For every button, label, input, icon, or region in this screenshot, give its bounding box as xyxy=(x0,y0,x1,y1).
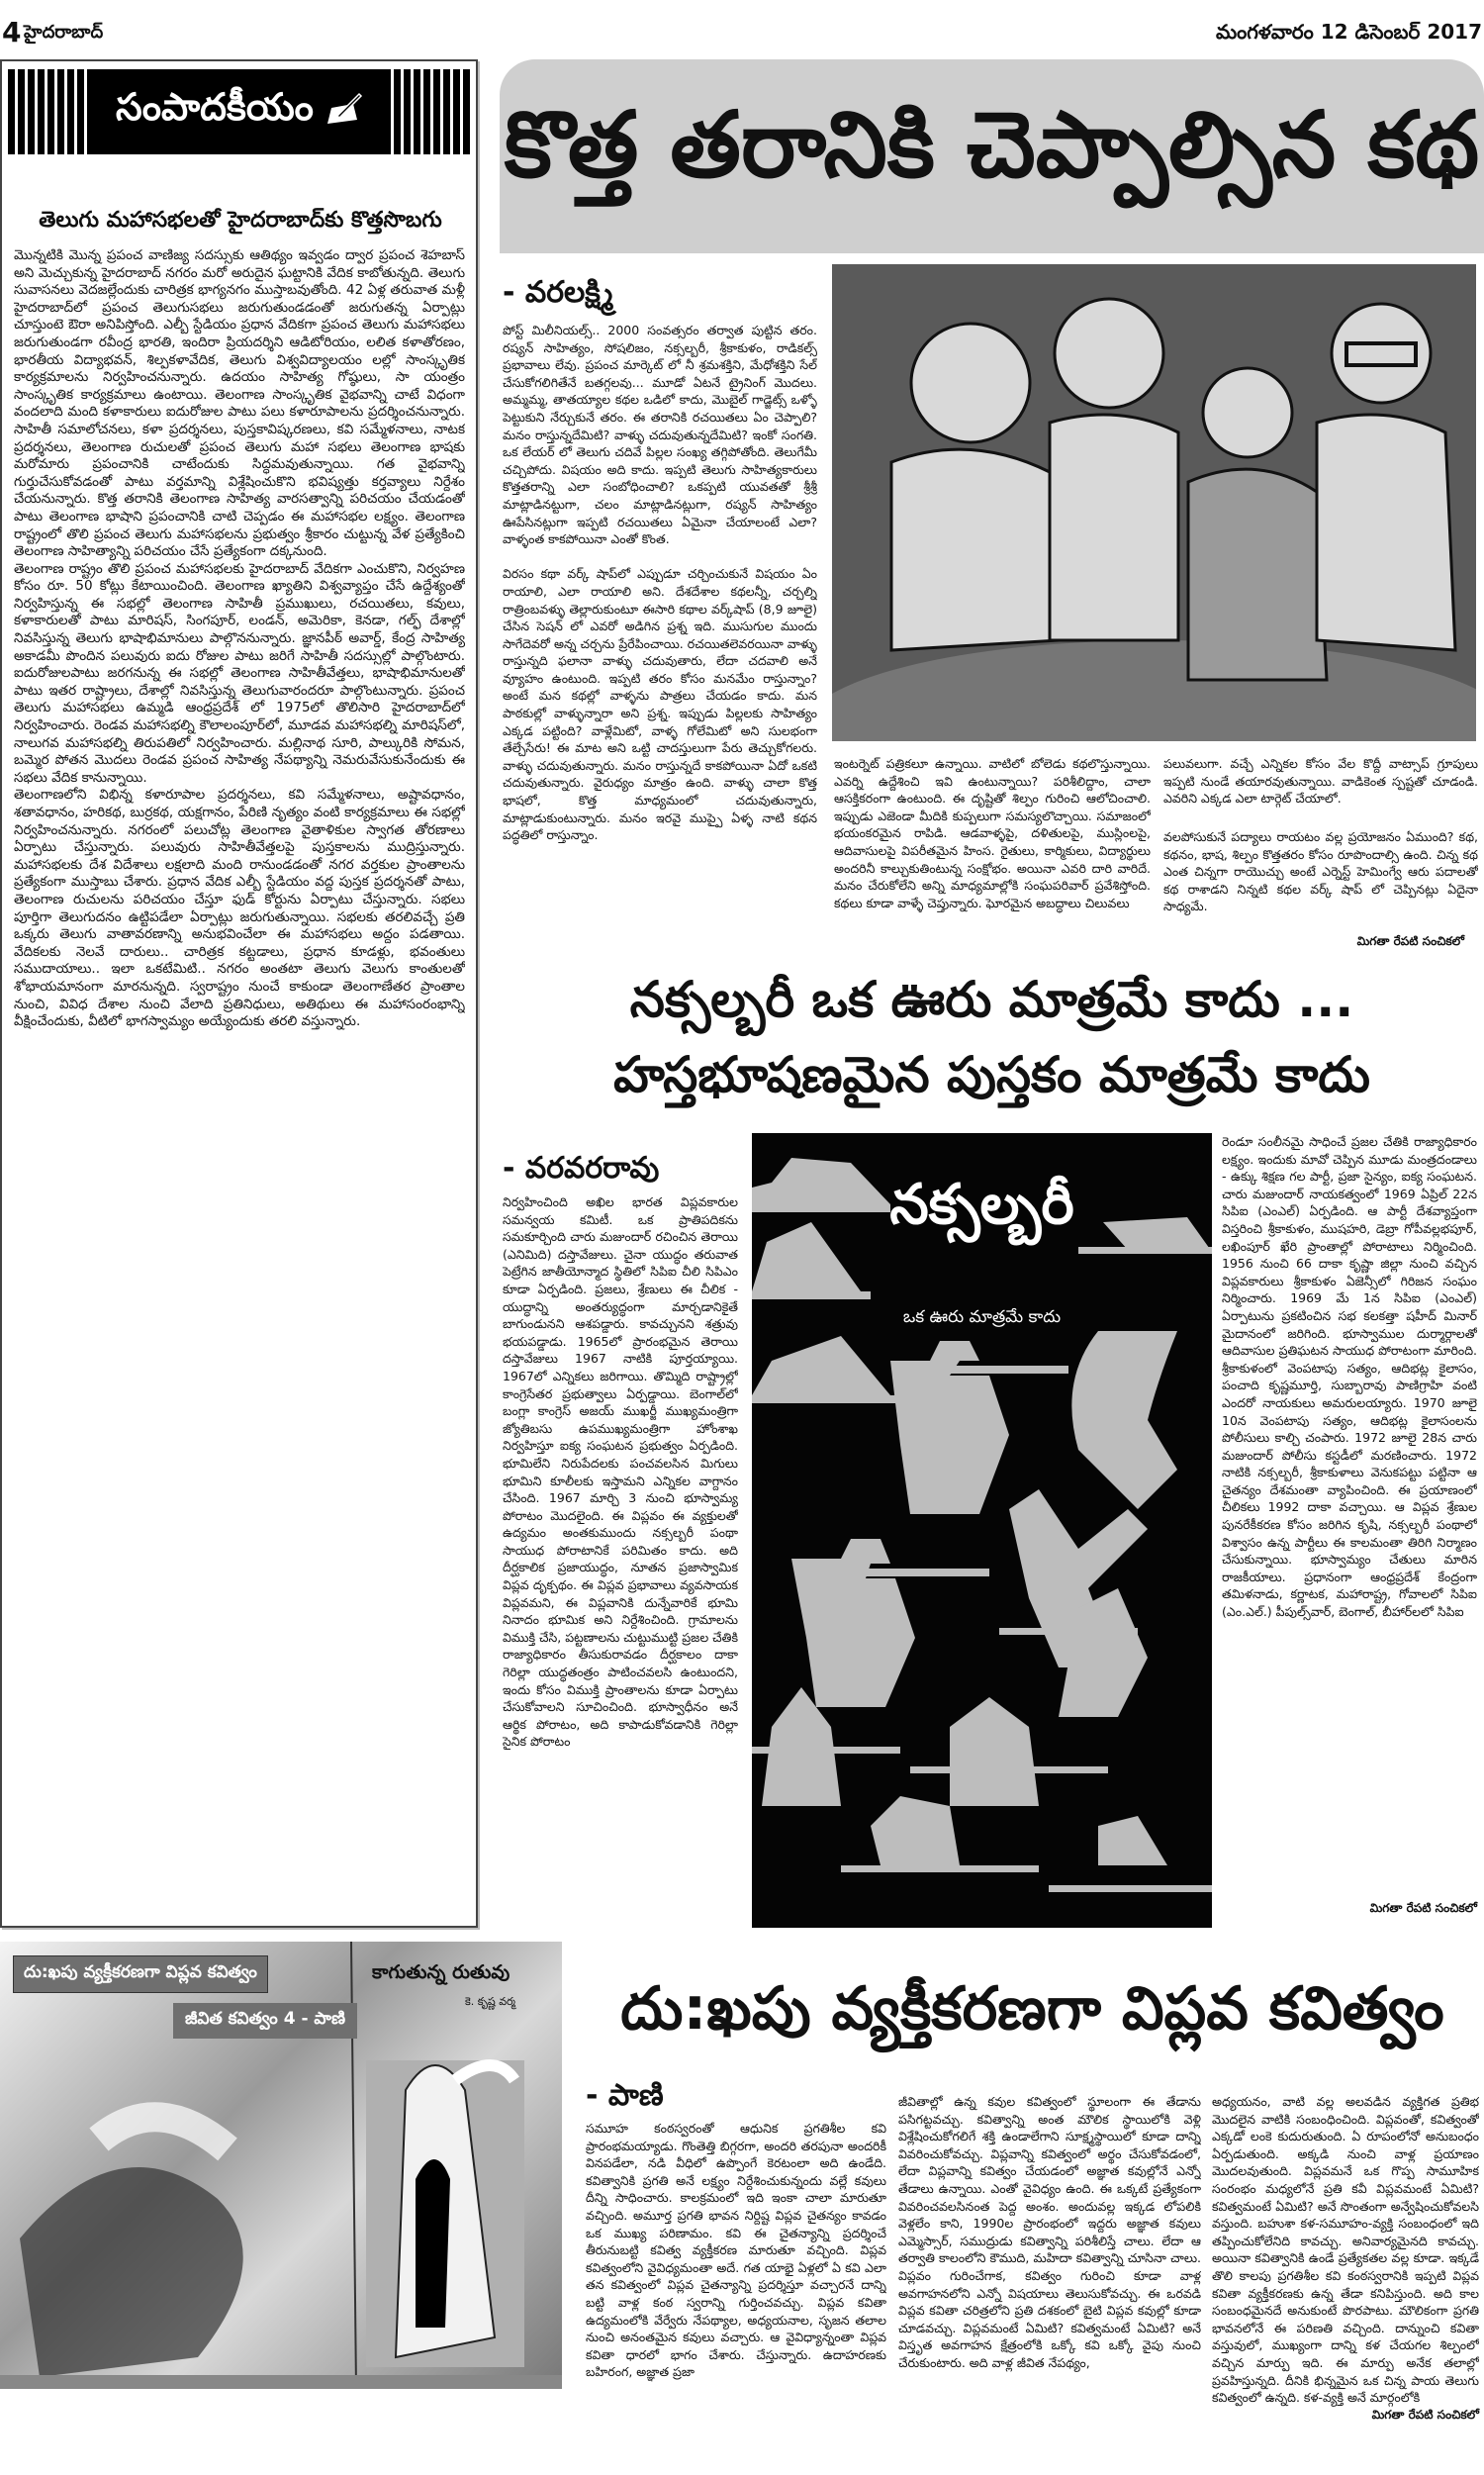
art-title: కాగుతున్న రుతువు xyxy=(372,1961,510,1983)
story1-paragraph: పలువలుగా. వచ్చే ఎన్నికల కోసం వేల కొద్దీ వాట్సాప్ గ్రూపులు ఇప్పటి నుండే తయారవుతున్నాయి. వాడికెంత స్పష్టతో చూడండి. ఎవరిని ఎక్కడ ఎలా టార్గెట్ చేయాలో. xyxy=(1163,756,1478,807)
story2-paragraph: రెండూ సంలీనమై సాధించే ప్రజల చేతికి రాజ్యాధికారం లక్ష్యం. ఇందుకు మావో చెప్పిన మూడు మంత్రదండాలు - ఉక్కు శిక్షణ గల పార్టీ, ప్రజా సైన్యం, ఐక్య సంఘటన. చారు మజుందార్ నాయకత్వంలో 1969 ఏప్రిల్ 22న సిపిఐ (ఎంఎల్) ఏర్పడింది. ఆ పార్టీ దేశవ్యాప్తంగా విస్తరించి శ్రీకాకుళం, ముషహరి, డెబ్రా గోపీవల్లభపూర్, లఖింపూర్ ఖేరి ప్రాంతాల్లో పోరాటాలు నిర్మించింది. 1956 నుంచి 66 దాకా కృష్ణా జిల్లా నుంచి వచ్చిన విప్లవకారులు శ్రీకాకుళం ఏజెన్సీలో గిరిజన సంఘం నిర్మించారు. 1969 మే 1న సిపిఐ (ఎంఎల్) ఏర్పాటును ప్రకటించిన సభ కలకత్తా షహీద్ మినార్ మైదానంలో జరిగింది. భూస్వాముల దుర్మార్గాలతో ఆదివాసుల ప్రతిఘటన సాయుధ పోరాటంగా మారింది. శ్రీకాకుళంలో వెంపటాపు సత్యం, ఆదిభట్ల కైలాసం, పంచాది కృష్ణమూర్తి, సుబ్బారావు పాణిగ్రాహి వంటి ఎందరో నాయకులు అమరులయ్యారు. 1970 జూలై 10న వెంపటాపు సత్యం, ఆదిభట్ల కైలాసంలను పోలీసులు కాల్చి చంపారు. 1972 జూలై 28న చారు మజుందార్ పోలీసు కస్టడీలో మరణించారు. 1972 నాటికి నక్సల్బరీ, శ్రీకాకుళాలు వెనుకపట్టు పట్టినా ఆ చైతన్యం దేశమంతా వ్యాపించింది. ఈ ప్రయాణంలో చీలికలు 1992 దాకా వచ్చాయి. ఆ విప్లవ శ్రేణుల పునరేకీకరణ కోసం జరిగిన కృషి, నక్సల్బరీ పంథాలో విశ్వాసం ఉన్న పార్టీలు ఈ కాలమంతా తిరిగి నిర్మాణం చేసుకున్నాయి. భూస్వామ్యం చేతులు మారిన రాజకీయాలు. ప్రధానంగా ఆంధ్రప్రదేశ్ కేంద్రంగా తమిళనాడు, కర్ణాటక, మహారాష్ట్ర, గోవాలలో సిపిఐ (ఎం.ఎల్.) పీపుల్స్‌వార్, బెంగాల్, బీహార్‌లలో సిపిఐ xyxy=(1222,1134,1477,1620)
story1-headline-band xyxy=(500,59,1484,253)
story2-column-3 xyxy=(1222,1133,1477,1925)
story1-paragraph: పోస్ట్ మిలీనియల్స్.. 2000 సంవత్సరం తర్వాత పుట్టిన తరం. రష్యన్ సాహిత్యం, సోషలిజం, నక్సల్బరీ, శ్రీకాకుళం, రాడికల్స్ ప్రభావాలు లేవు. ప్రపంచ మార్కెట్ లో నీ శ్రమశక్తిని, మేధోశక్తిని సేల్ చేసుకోగలిగితేనే బతగ్గలవు... మూడో ఏటనే ట్రైనింగ్ మొదలు. అమ్మమ్మ, తాతయ్యాల కథల ఒడిలో కాదు, మొబైల్ గాడ్జెట్స్ ఒళ్ళో పెట్టుకుని నేర్చుకునే తరం. ఈ తరానికి రచయితలు ఏం చెప్పాలి? మనం రాస్తున్నదేమిటి? వాళ్ళు చదువుతున్నదేమిటి? ఇంకో సంగతి. ఒక లేయర్ లో తెలుగు చదివే పిల్లల సంఖ్య తగ్గిపోతోంది. తెలుగేమీ చచ్చిపోదు. విషయం అది కాదు. ఇప్పటి తెలుగు సాహిత్యకారులు కొత్తతరాన్ని ఎలా సంబోధించాలి? ఒకప్పటి యువతతో శ్రీశ్రీ మాట్లాడినట్టుగా, చలం మాట్లాడినట్లుగా, రష్యన్ సాహిత్యం ఊపేసినట్లుగా ఇప్పటి రచయితలు ఏమైనా చేయాలంటే ఎలా? వాళ్ళంత కాకపోయినా ఎంతో కొంత. xyxy=(503,323,817,547)
story3-continued: మిగతా రేపటి సంచికలో xyxy=(1371,2408,1479,2422)
story1-paragraph: విరసం కథా వర్క్ షాప్‌లో ఎప్పుడూ చర్చించుకునే విషయం ఏం రాయాలి, ఎలా రాయాలి అని. దేశదేశాల కథలన్నీ, చర్చల్ని రాత్రింబవళ్ళు తెల్లారుకుంటూ ఈసారి కథాల వర్క్‌షాప్ (8,9 జూలై) చేసిన సెషన్ లో ఎవరో అడిగిన ప్రశ్న ఇది. ముసుగుల ముందు సాగేదెవరో అన్న చర్చను ప్రేరేపించాయి. రచయితలెవరయినా వాళ్ళు రాస్తున్నది ఫలానా వాళ్ళు చదువుతారు, లేదా చదవాలి అనే వ్యూహం ఉంటుంది. ఇప్పటి తరం కోసం మనమేం రాస్తున్నాం? అంటే మన కథల్లో వాళ్ళను పాత్రలు చేయడం కాదు. మన పాఠకుల్లో వాళ్ళున్నారా అని ప్రశ్న. ఇప్పుడు పిల్లలకు సాహిత్యం ఎక్కడ పట్టింది? వాళ్లేమిటో, వాళ్ళ గోలేమిటో అని సులభంగా తేల్చేసేరు! ఈ మాట అని ఒట్టి చాదస్తులుగా పేరు తెచ్చుకోగలరు. వాళ్ళు చదువుతున్నారు. మనం రాస్తున్నదే కాకపోయినా ఏదో ఒకటి చదువుతున్నారు. వైరుధ్యం మాత్రం ఉంది. వాళ్ళు చాలా కొత్త భాషలో, కొత్త మాధ్యమంలో చదువుతున్నారు, మాట్లాడుకుంటున్నారు. మనం ఇరవై ముప్పై ఏళ్ళ నాటి కథన పద్ధతిలో రాస్తున్నాం. xyxy=(503,566,817,843)
pen-writing-icon xyxy=(324,90,363,134)
story2-continued: మిగతా రేపటి సంచికలో xyxy=(1369,1901,1477,1915)
poster-subtitle: ఒక ఊరు మాత్రమే కాదు xyxy=(902,1307,1062,1327)
issue-date: మంగళవారం 12 డిసెంబర్ 2017 xyxy=(1215,20,1482,44)
story2-byline: - వరవరరావు xyxy=(503,1151,660,1186)
story2-headline xyxy=(500,962,1484,1112)
story2-headline-line2: హస్తభూషణమైన పుస్తకం మాత్రమే కాదు xyxy=(613,1046,1370,1103)
editorial-paragraph: మొన్నటికి మొన్న ప్రపంచ వాణిజ్య సదస్సుకు ఆతిథ్యం ఇవ్వడం ద్వార ప్రపంచ శెహబాస్ అని మెచ్చుకున్న హైదరాబాద్ నగరం మరో అరుదైన ఘట్టానికి వేదిక కాబోతున్నది. తెలుగు సువాసనలు వెదజల్లేందుకు చారిత్రక భాగ్యనగం ముస్తాబవుతోంది. 42 ఏళ్ల తరువాత మళ్లీ హైదరాబాద్‌లో ప్రపంచ తెలుగుసభలు జరుగుతుండడంతో జరుగుతన్న ఏర్పాట్లు చూస్తుంటె ఔరా అనిపిస్తోంది. ఎల్బీ స్టేడియం ప్రధాన వేదికగా ప్రపంచ తెలుగు మహాసభలు జరుగుతుండగా రవీంద్ర భారతి, ఇందిరా ప్రియదర్శిని ఆడిటోరియం, లలిత కళాతోరణం, భారతీయ విద్యాభవన్, శిల్పకళావేదిక, తెలుగు విశ్వవిద్యాలయం లల్లో సాంస్కృతిక కార్యక్రమాలను నిర్వహించనున్నారు. ఉదయం సాహిత్య గోష్ఠులు, సా యంత్రం సాంస్కృతిక కార్యక్రమాలు ఉంటాయి. తెలంగాణ సాంస్కృతిక వైభవాన్ని చాటే విధంగా వందలాది మంది కళాకారులు ఐదురోజుల పాటు పలు కళారూపాలను ప్రదర్శించనున్నారు. సాహితీ సమాలోచనలు, కళా ప్రదర్శనలు, పుస్తకావిష్కరణలు, కవి సమ్మేళనాలు, నాటక ప్రదర్శనలు, తెలంగాణ రుచులతో ప్రపంచ తెలుగు మహా సభలు తెలంగాణ భాషకు మరోమారు ప్రపంచానికి చాటేందుకు సిద్ధమవుతున్నాయి. గత వైభవాన్ని గుర్తుచేసుకోవడంతో పాటు వర్తమాన్ని విశ్లేషించుకొని భవిష్యత్తు కర్తవ్యాలు నిర్దేశం చేయనున్నారు. కొత్త తరానికి తెలంగాణ సాహిత్య వారసత్వాన్ని పరిచయం చేయడంతో పాటు తెలంగాణ భాషాని ప్రపంచానికి చాటి చెప్పడం ఈ మహాసభల లక్ష్యం. తెలంగాణ రాష్ట్రంలో తొలి ప్రపంచ తెలుగు మహాసభలను ప్రభుత్వం శ్రీకారం చుట్టున్న వేళ ప్రత్యేకించి తెలంగాణ సాహిత్యాన్ని పరిచయం చేసే ప్రత్యేకంగా దక్కనుంది. xyxy=(14,247,465,560)
story1-column-2: ఇంటర్నెట్ పత్రికలూ ఉన్నాయి. వాటిలో బోలెడు కథలొస్తున్నాయి. ఎవర్ని ఉద్దేశించి ఇవి ఉంటున్నాయి? పరిశీలిద్దాం, చాలా ఆసక్తికరంగా ఉంటుంది. ఈ దృష్టితో శిల్పం గురించి ఆలోచించాలి. ఇప్పుడు ఎజెండా మీదికి కుప్పలుగా సమస్యలొచ్చాయి. సమాజంలో భయంకరమైన రాపిడి. ఆడవాళ్ళపై, దళితులపై, ముస్లింలపై, ఆదివాసులపై విపరీతమైన హింస. రైతులు, కార్మికులు, విద్యార్థులు అందరినీ కాల్చుకుతింటున్న సంక్షోభం. అయినా ఎవరి దారి వారిదే. మనం చేరుకోలేని అన్ని మాధ్యమాల్లోకి సంఘపరివార్ ప్రవేశిస్తోంది. కథలు కూడా వాళ్ళే చెప్తున్నారు. ఘోరమైన అబద్ధాలు చిలువలు xyxy=(834,756,1151,910)
story3-series-tag: జీవిత కవిత్వం 4 - పాణి xyxy=(173,2003,357,2039)
story3-headline: దు:ఖపు వ్యక్తీకరణగా విప్లవ కవిత్వం xyxy=(620,1974,1444,2044)
editorial-masthead xyxy=(8,69,471,154)
section-name: హైదరాబాద్ xyxy=(24,22,104,43)
story3-byline: - పాణి xyxy=(586,2078,664,2113)
story1-illustration xyxy=(832,264,1476,741)
naxalbari-poster xyxy=(752,1133,1212,1928)
story1-byline: - వరలక్ష్మి xyxy=(503,275,613,310)
story2-headline-line1: నక్సల్బరీ ఒక ఊరు మాత్రమే కాదు ... xyxy=(629,971,1354,1028)
story3-tag: దు:ఖపు వ్యక్తీకరణగా విప్లవ కవిత్వం xyxy=(13,1955,268,1993)
story1-continued: మిగతా రేపటి సంచికలో xyxy=(1356,934,1464,948)
editorial-box xyxy=(0,59,478,1928)
story3-illustration xyxy=(0,1942,562,2389)
story1-column-1 xyxy=(503,322,817,955)
editorial-paragraph: తెలంగాణలోని విభిన్న కళారూపాల ప్రదర్శనలు, కవి సమ్మేళనాలు, అష్టావధానం, శతావధానం, హరికథ, బుర్రకథ, యక్షగానం, పేరిణి నృత్యం వంటి కార్యక్రమాలు ఈ సభల్లో నిర్వహించనున్నారు. నగరంలో పలుచోట్ల తెలంగాణ వైతాళికుల స్వాగత తోరణాలు ఏర్పాటు చేస్తున్నారు. పలువురు సాహితీవేత్తలపై పుస్తకాలను ముద్రిస్తున్నారు. మహాసభలకు దేశ విదేశాలు లక్షలాది మంది రానుండడంతో నగర వర్తకుల ప్రాంతాలను ప్రత్యేకంగా ముస్తాబు చేశారు. ప్రధాన వేదిక ఎల్బీ స్టేడియం వద్ద పుస్తక ప్రదర్శనతో పాటు, తెలంగాణ రుచులను పరిచయం చేస్తూ ఫుడ్ కోర్టును ఏర్పాటు చేస్తున్నారు. సభలు పూర్తిగా తెలుగుదనం ఉట్టిపడేలా ఏర్పాట్లు జరుగుతున్నాయి. సభలకు తరలివచ్చే ప్రతి ఒక్కరు తెలుగు వాతావరణాన్ని అనుభవించేలా ఈ మహాసభలు అద్దం పడతాయి. వేదికలకు నెలవే దారులు.. చారిత్రక కట్టడాలు, ప్రధాన కూడళ్లు, భవంతులు సముదాయాలు.. ఇలా ఒకటేమిటి.. నగరం అంతటా తెలుగు వెలుగు కాంతులతో శోభాయమానంగా మారనున్నది. స్వరాష్ట్రం నుంచే కాకుండా తెలంగాణేతర ప్రాంతాల నుంచి, వివిధ దేశాల నుంచి వేలాది ప్రతినిధులు, అతిథులు ఈ మహాసంరంభాన్ని వీక్షించేందుకు, వీటిలో భాగస్వామ్యం అయ్యేందుకు తరలి వస్తున్నారు. xyxy=(14,787,465,1030)
story1-paragraph: వలపోసుకునే పద్యాలు రాయటం వల్ల ప్రయోజనం ఏముంది? కథ, కథనం, భాష, శిల్పం కొత్తతరం కోసం రూపొందాల్సి ఉంది. చిన్న కథ ఎంత చిన్నగా రాయొచ్చు అంటే ఎర్నెస్ట్ హెమింగ్వే ఆరు పదాలతో కథ రాశాడని నిన్నటి కథల వర్క్ షాప్ లో చెప్పినట్లు ఏదైనా సాధ్యమే. xyxy=(1163,829,1478,914)
page-header xyxy=(2,16,1482,48)
story1-headline: కొత్త తరానికి చెప్పాల్సిన కథ xyxy=(504,92,1480,198)
story3-column-2: జీవితాల్లో ఉన్న కవుల కవిత్వంలో స్థూలంగా ఈ తేడాను పసిగట్టవచ్చు. కవిత్వాన్ని అంత మౌలిక స్థాయిలోకి వెళ్లి విశ్లేషించుకోగలిగే శక్తి ఉండాలేగాని సూక్ష్మస్థాయిలో కూడా దాన్ని వివరించుకోవచ్చు. విప్లవాన్ని కవిత్వంలో అర్థం చేసుకోవడంలో, లేదా విప్లవాన్ని కవిత్వం చేయడంలో అజ్ఞాత కవుల్లోనే ఎన్నో తేడాలు ఉన్నాయి. ఎంతో వైవిధ్యం ఉంది. ఈ ఒక్కటే ప్రత్యేకంగా వివరించవలసినంత పెద్ద అంశం. అందువల్ల ఇక్కడ లోపలికి వెళ్లలేం కాని, 1990ల ప్రారంభంలో ఇద్దరు అజ్ఞాత కవులు ఎమ్మెస్సార్, సముద్రుడు కవిత్వాన్ని పరిశీలిస్తే చాలు. లేదా ఆ తర్వాతి కాలంలోని కౌముది, మహిదా కవిత్వాన్ని చూసినా చాలు. విప్లవం గురించేగాక, కవిత్వం గురించి కూడా వాళ్ల అవగాహనలోని ఎన్నో విషయాలు తెలుసుకోవచ్చు. ఈ ఒరవడి విప్లవ కవితా చరిత్రలోని ప్రతి దశకంలో బైటి విప్లవ కవుల్లో కూడా చూడవచ్చు. విప్లవమంటే ఏమిటి? కవిత్వమంటే ఏమిటి? అనే విస్తృత అవగాహన క్షేత్రంలోకి ఒక్కో కవి ఒక్కో వైపు నుంచి చేరుకుంటారు. అది వాళ్ల జీవిత నేపథ్యం, xyxy=(898,2094,1201,2370)
page-number: 4 xyxy=(2,16,22,48)
masthead-title: సంపాదకీయం xyxy=(116,85,314,129)
editorial-body xyxy=(14,247,465,1920)
art-credit: కె. కృష్ణ వర్మ xyxy=(465,1995,516,2008)
story3-column-3 xyxy=(1212,2093,1479,2429)
editorial-paragraph: తెలంగాణ రాష్ట్రం తొలి ప్రపంచ మహాసభలకు హైదరాబాద్ వేదికగా ఎంచుకొని, నిర్వహణ కోసం రూ. 50 కోట్లు కేటాయించింది. తెలంగాణ ఖ్యాతిని విశ్వవ్యాప్తం చేసే ఉద్దేశ్యంతో నిర్వహిస్తున్న ఈ సభల్లో తెలంగాణ సాహితీ ప్రముఖులు, రచయితలు, కవులు, కళాకారులతో పాటు మారిషస్, సింగపూర్, లండన్, అమెరికా, కెనడా, గల్ఫ్ దేశాల్లో నివసిస్తున్న తెలుగు భాషాభిమానులు పాల్గొననున్నారు. జ్ఞానపీఠ్ అవార్డ్, కేంద్ర సాహిత్య అకాడమీ పొందిన పలువురు ఐదు రోజుల పాటు జరిగే సాహితీ సదస్సుల్లో పాల్గొంటారు. ఐదురోజులపాటు జరగనున్న ఈ సభల్లో తెలంగాణ సాహితీవేత్తలు, భాషాభిమానులతో పాటు ఇతర రాష్ట్రాలు, దేశాల్లో నివసిస్తున్న తెలుగువారందరూ పాల్గొంటున్నారు. ప్రపంచ తెలుగు మహాసభలు ఉమ్మడి ఆంధ్రప్రదేశ్ లో 1975లో తొలిసారి హైదరాబాద్‌లో నిర్వహించారు. రెండవ మహాసభల్ని కౌలాలంపూర్‌లో, మూడవ మహాసభల్ని మారిషస్‌లో, నాలుగవ మహాసభల్ని తిరుపతిలో నిర్వహించారు. మల్లినాథ సూరి, పాల్కురికి సోమన, బమ్మెర పోతన మొదలు రెండవ ప్రపంచ సాహిత్య నేపథ్యాన్ని నెమరువేసుకునేందుకు ఈ సభలు వేదిక కానున్నాయి. xyxy=(14,560,465,786)
story3-paragraph: అధ్యయనం, వాటి వల్ల అలవడిన వ్యక్తిగత ప్రతిభ మొదలైన వాటికి సంబంధించింది. విప్లవంతో, కవిత్వంతో ఎక్కడో లంకె కుదురుతుంది. ఏ రూపంలోనో అనుబంధం ఏర్పడుతుంది. అక్కడి నుంచి వాళ్ల ప్రయాణం మొదలవుతుంది. విప్లవమనే ఒక గొప్ప సామూహిక సంరంభం మధ్యలోనే ప్రతి కవీ విప్లవమంటే ఏమిటి? కవిత్వమంటే ఏమిటి? అనే సొంతంగా అన్వేషించుకోవలసి వస్తుంది. బహుశా కళ-సమూహం-వ్యక్తి సంబంధంలో ఇది తప్పించుకోలేనిది కావచ్చు. అనివార్యమైనది కావచ్చు. అయినా కవిత్వానికి ఉండే ప్రత్యేకతల వల్ల కూడా. ఇక్కడే తొలి కాలపు ప్రగతిశీల కవి కంఠస్వరానికి ఇప్పటి విప్లవ కవితా వ్యక్తీకరణకు ఉన్న తేడా కనిపిస్తుంది. అది కాల సంబంధమైనదే అనుకుంటే పొరపాటు. మౌలికంగా ప్రగతి భావనలోనే ఈ పరిణతి వచ్చింది. దాన్నుంచి కవితా వస్తువులో, ముఖ్యంగా దాన్ని కళ చేయగల శిల్పంలో వచ్చిన మార్పు ఇది. ఈ మార్పు అనేక తలాల్లో ప్రవహిస్తున్నది. దీనికి భిన్నమైన ఒక చిన్న పాయ తెలుగు కవిత్వంలో ఉన్నది. కళ-వ్యక్తి అనే మార్గంలోకి xyxy=(1212,2094,1479,2406)
poster-title: నక్సల్బరీ xyxy=(889,1173,1074,1237)
story1-column-3 xyxy=(1163,755,1478,953)
story2-column-1: నిర్వహించింది అఖిల భారత విప్లవకారుల సమన్వయ కమిటీ. ఒక ప్రాతిపదికను సమకూర్చింది చారు మజుందార్ రచించిన తెరాయి (ఎనిమిది) దస్తావేజులు. చైనా యుద్ధం తరువాత పెట్రేగిన జాతీయోన్మాద స్థితిలో సిపిఐ చీలి సిపిఎం కూడా ఏర్పడింది. ప్రజలు, శ్రేణులు ఈ చీలిక - యుద్ధాన్ని అంతర్యుద్ధంగా మార్చడానికైతే బాగుండునని ఆశపడ్డారు. కావచ్చునని శత్రువు భయపడ్డాడు. 1965లో ప్రారంభమైన తెరాయి దస్తావేజులు 1967 నాటికి పూర్తయ్యాయి. 1967లో ఎన్నికలు జరిగాయి. తొమ్మిది రాష్ట్రాల్లో కాంగ్రెసేతర ప్రభుత్వాలు ఏర్పడ్డాయి. బెంగాల్‌లో బంగ్లా కాంగ్రెస్ అజయ్ ముఖర్జీ ముఖ్యమంత్రిగా జ్యోతిబసు ఉపముఖ్యమంత్రిగా హోంశాఖ నిర్వహిస్తూ ఐక్య సంఘటన ప్రభుత్వం ఏర్పడింది. భూమిలేని నిరుపేదలకు పంచవలసిన మిగులు భూమిని కూలీలకు ఇస్తామని ఎన్నికల వాగ్దానం చేసింది. 1967 మార్చి 3 నుంచి భూస్వామ్య పోరాటం మొదలైంది. ఈ విప్లవం ఈ వ్యక్తులతో ఉద్యమం అంతకుముందు నక్సల్బరీ పంథా సాయుధ పోరాటానికే పరిమితం కాదు. అది దీర్ఘకాలిక ప్రజాయుద్ధం, నూతన ప్రజాస్వామిక విప్లవ దృక్పథం. ఈ విప్లవ ప్రభావాలు వ్యవసాయక విప్లవమని, ఈ విప్లవానికి దున్నేవారికే భూమి నినాదం భూమిక అని నిర్దేశించింది. గ్రామాలను విముక్తి చేసి, పట్టణాలను చుట్టుముట్టి ప్రజల చేతికి రాజ్యాధికారం తీసుకురావడం దీర్ఘకాలం దాకా గెరిల్లా యుద్ధతంత్రం పాటించవలసి ఉంటుందని, ఇందు కోసం విముక్తి ప్రాంతాలను కూడా ఏర్పాటు చేసుకోవాలని సూచించింది. భూస్వాధీనం అనే ఆర్థిక పోరాటం, అది కాపాడుకోవడానికి గెరిల్లా సైనిక పోరాటం xyxy=(503,1194,738,1750)
story3-column-1: సమూహ కంఠస్వరంతో ఆధునిక ప్రగతిశీల కవి ప్రారంభమయ్యాడు. గొంతెత్తి బిగ్గరగా, అందరి తరపునా అందరికీ వినపడేలా, నడి వీధిలో ఉప్పొంగే కెరటంలా అది ఉండేది. కవిత్వానికి ప్రగతి అనే లక్ష్యం నిర్దేశించుకున్నందు వల్లే కవులు దీన్ని సాధించారు. కాలక్రమంలో ఇది ఇంకా చాలా మారుతూ వచ్చింది. అమూర్త ప్రగతి భావన నిర్దిష్ట విప్లవ చైతన్యం కావడం ఒక ముఖ్య పరిణామం. కవి ఈ చైతన్యాన్ని ప్రదర్శించే తీరునుబట్టి కవిత్వ వ్యక్తీకరణ మారుతూ వచ్చింది. విప్లవ కవిత్వంలోని వైవిధ్యమంతా అదే. గత యాభై ఏళ్లలో ఏ కవి ఎలా తన కవిత్వంలో విప్లవ చైతన్యాన్ని ప్రదర్శిస్తూ వచ్చారనే దాన్ని బట్టి వాళ్ల కంఠ స్వరాన్ని గుర్తించవచ్చు. విప్లవ కవితా ఉద్యమంలోకి వేర్వేరు నేపథ్యాల, అధ్యయనాల, సృజన తలాల నుంచి అనంతమైన కవులు వచ్చారు. ఆ వైవిధ్యాన్నంతా విప్లవ కవితా ధారలో భాగం చేశారు. చేస్తున్నారు. ఉదాహరణకు బహిరంగ, అజ్ఞాత ప్రజా xyxy=(586,2121,886,2380)
editorial-title: తెలుగు మహాసభలతో హైదరాబాద్‌కు కొత్తసొబగు xyxy=(39,208,442,233)
